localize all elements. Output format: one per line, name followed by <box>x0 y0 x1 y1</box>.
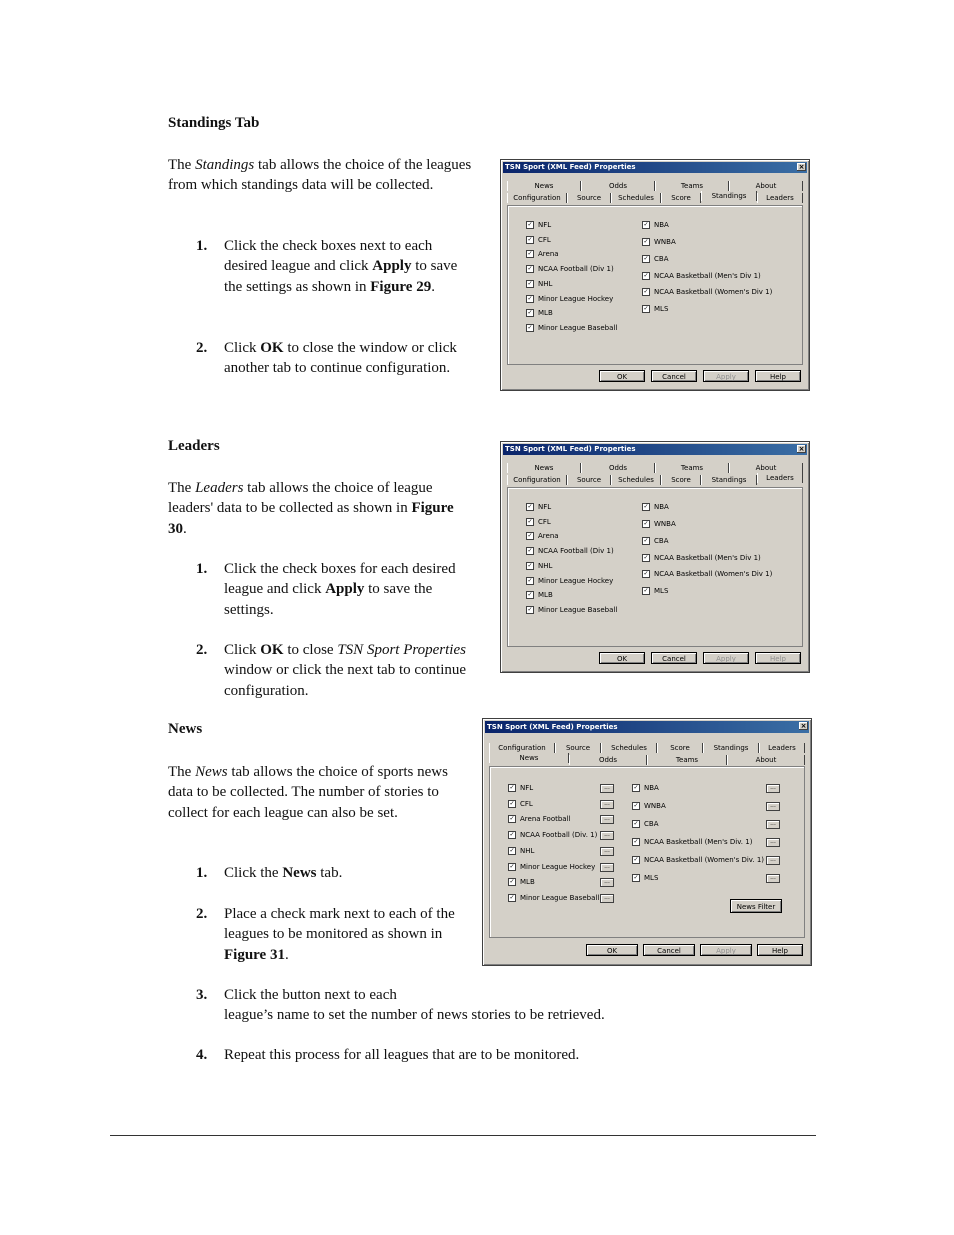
checkbox-arena[interactable]: ✓ Arena <box>527 532 559 540</box>
dialog-titlebar: TSN Sport (XML Feed) Properties × <box>485 721 809 733</box>
checkbox-minor-league-hockey[interactable]: ✓ Minor League Hockey <box>527 295 614 303</box>
standings-intro: The Standings tab allows the choice of the leagues from which standings data will be collected. <box>168 157 472 194</box>
checkbox-cfl[interactable]: ✓ CFL <box>509 800 533 808</box>
tab-configuration[interactable]: Configuration <box>489 743 555 753</box>
checkbox-minor-league-hockey[interactable]: ✓ Minor League Hockey <box>527 577 614 585</box>
tab-odds[interactable]: Odds <box>569 755 647 765</box>
cancel-button[interactable]: Cancel <box>651 370 697 382</box>
tab-leaders[interactable]: Leaders <box>759 743 805 753</box>
cancel-button[interactable]: Cancel <box>651 652 697 664</box>
checkbox-minor-league-hockey[interactable]: ✓ Minor League Hockey <box>509 863 596 871</box>
tab-teams[interactable]: Teams <box>655 463 729 473</box>
checkbox-minor-league-baseball[interactable]: ✓ Minor League Baseball <box>509 894 600 902</box>
checkbox-arena[interactable]: ✓ Arena <box>527 250 559 258</box>
tab-teams[interactable]: Teams <box>655 181 729 191</box>
tab-standings[interactable]: Standings <box>703 743 759 753</box>
ncaa-men-stories-button[interactable]: ... <box>766 838 780 847</box>
checkbox-minor-league-baseball[interactable]: ✓ Minor League Baseball <box>527 606 618 614</box>
apply-button[interactable]: Apply <box>703 652 749 664</box>
checkbox-ncaa-basketball-men[interactable]: ✓ NCAA Basketball (Men's Div 1) <box>643 554 761 562</box>
ok-button[interactable]: OK <box>599 652 645 664</box>
cba-stories-button[interactable]: ... <box>766 820 780 829</box>
footer-rule <box>110 1135 816 1136</box>
tab-odds[interactable]: Odds <box>581 181 655 191</box>
cancel-button[interactable]: Cancel <box>643 944 695 956</box>
checkbox-mlb[interactable]: ✓ MLB <box>509 878 535 886</box>
tab-about[interactable]: About <box>729 181 803 191</box>
tab-standings[interactable]: Standings <box>701 475 757 485</box>
tab-schedules[interactable]: Schedules <box>611 193 661 203</box>
tab-source[interactable]: Source <box>567 193 611 203</box>
checkbox-mls[interactable]: ✓ MLS <box>643 305 669 313</box>
checkbox-mls[interactable]: ✓ MLS <box>643 587 669 595</box>
standings-heading: Standings Tab <box>168 115 260 131</box>
tab-configuration[interactable]: Configuration <box>507 193 567 203</box>
tab-schedules[interactable]: Schedules <box>601 743 657 753</box>
nfl-stories-button[interactable]: ... <box>600 784 614 793</box>
checkbox-mlb[interactable]: ✓ MLB <box>527 309 553 317</box>
checkbox-wnba[interactable]: ✓ WNBA <box>643 238 676 246</box>
standings-panel <box>507 205 803 365</box>
checkbox-nba[interactable]: ✓ NBA <box>633 784 659 792</box>
checkbox-nhl[interactable]: ✓ NHL <box>527 562 553 570</box>
ok-button[interactable]: OK <box>586 944 638 956</box>
news-panel <box>489 766 805 938</box>
apply-button[interactable]: Apply <box>700 944 752 956</box>
nhl-stories-button[interactable]: ... <box>600 847 614 856</box>
checkbox-ncaa-football[interactable]: ✓ NCAA Football (Div 1) <box>527 547 614 555</box>
tab-score[interactable]: Score <box>657 743 703 753</box>
checkbox-ncaa-basketball-women[interactable]: ✓ NCAA Basketball (Women's Div 1) <box>643 570 773 578</box>
checkbox-wnba[interactable]: ✓ WNBA <box>633 802 666 810</box>
wnba-stories-button[interactable]: ... <box>766 802 780 811</box>
dialog-titlebar: TSN Sport (XML Feed) Properties × <box>503 162 807 173</box>
checkbox-ncaa-football[interactable]: ✓ NCAA Football (Div. 1) <box>509 831 598 839</box>
tab-news[interactable]: News <box>507 181 581 191</box>
checkbox-minor-league-baseball[interactable]: ✓ Minor League Baseball <box>527 324 618 332</box>
checkbox-ncaa-basketball-men[interactable]: ✓ NCAA Basketball (Men's Div. 1) <box>633 838 753 846</box>
checkbox-nfl[interactable]: ✓ NFL <box>509 784 534 792</box>
checkbox-nba[interactable]: ✓ NBA <box>643 221 669 229</box>
close-icon[interactable]: × <box>798 445 805 453</box>
checkbox-nfl[interactable]: ✓ NFL <box>527 221 552 229</box>
checkbox-cba[interactable]: ✓ CBA <box>633 820 659 828</box>
help-button[interactable]: Help <box>755 652 801 664</box>
news-intro: The News tab allows the choice of sports news data to be collected. The number of stories to collect for each league can also be set. <box>168 764 448 821</box>
arena-stories-button[interactable]: ... <box>600 815 614 824</box>
checkbox-cba[interactable]: ✓ CBA <box>643 255 669 263</box>
tab-about[interactable]: About <box>729 463 803 473</box>
tab-teams[interactable]: Teams <box>647 755 727 765</box>
tab-leaders[interactable]: Leaders <box>757 473 803 483</box>
tab-news[interactable]: News <box>489 753 569 763</box>
cfl-stories-button[interactable]: ... <box>600 800 614 809</box>
checkbox-nba[interactable]: ✓ NBA <box>643 503 669 511</box>
tab-news[interactable]: News <box>507 463 581 473</box>
checkbox-cba[interactable]: ✓ CBA <box>643 537 669 545</box>
mls-stories-button[interactable]: ... <box>766 874 780 883</box>
tab-source[interactable]: Source <box>555 743 601 753</box>
tab-score[interactable]: Score <box>661 475 701 485</box>
leaders-panel <box>507 487 803 647</box>
minor-baseball-stories-button[interactable]: ... <box>600 894 614 903</box>
tab-score[interactable]: Score <box>661 193 701 203</box>
ok-button[interactable]: OK <box>599 370 645 382</box>
tab-about[interactable]: About <box>727 755 805 765</box>
dialog-titlebar: TSN Sport (XML Feed) Properties × <box>503 444 807 455</box>
leaders-properties-dialog <box>500 441 810 673</box>
ncaa-football-stories-button[interactable]: ... <box>600 831 614 840</box>
apply-button[interactable]: Apply <box>703 370 749 382</box>
checkbox-nfl[interactable]: ✓ NFL <box>527 503 552 511</box>
tab-odds[interactable]: Odds <box>581 463 655 473</box>
checkbox-cfl[interactable]: ✓ CFL <box>527 236 551 244</box>
ncaa-women-stories-button[interactable]: ... <box>766 856 780 865</box>
checkbox-ncaa-football[interactable]: ✓ NCAA Football (Div 1) <box>527 265 614 273</box>
leaders-intro: The Leaders tab allows the choice of league leaders' data to be collected as shown in Figure 30. <box>168 480 454 537</box>
news-properties-dialog <box>482 718 812 966</box>
leaders-heading: Leaders <box>168 438 220 454</box>
checkbox-ncaa-basketball-women[interactable]: ✓ NCAA Basketball (Women's Div. 1) <box>633 856 765 864</box>
tab-schedules[interactable]: Schedules <box>611 475 661 485</box>
checkbox-nhl[interactable]: ✓ NHL <box>509 847 535 855</box>
news-heading: News <box>168 721 203 737</box>
help-button[interactable]: Help <box>757 944 803 956</box>
checkbox-ncaa-basketball-women[interactable]: ✓ NCAA Basketball (Women's Div 1) <box>643 288 773 296</box>
checkbox-arena-football[interactable]: ✓ Arena Football <box>509 815 571 823</box>
checkbox-wnba[interactable]: ✓ WNBA <box>643 520 676 528</box>
news-filter-button[interactable]: News Filter <box>730 899 782 913</box>
close-icon[interactable]: × <box>798 163 805 171</box>
checkbox-mlb[interactable]: ✓ MLB <box>527 591 553 599</box>
tab-source[interactable]: Source <box>567 475 611 485</box>
tab-leaders[interactable]: Leaders <box>757 193 803 203</box>
tab-standings[interactable]: Standings <box>701 191 757 201</box>
checkbox-nhl[interactable]: ✓ NHL <box>527 280 553 288</box>
checkbox-ncaa-basketball-men[interactable]: ✓ NCAA Basketball (Men's Div 1) <box>643 272 761 280</box>
help-button[interactable]: Help <box>755 370 801 382</box>
checkbox-cfl[interactable]: ✓ CFL <box>527 518 551 526</box>
close-icon[interactable]: × <box>800 722 807 730</box>
tab-configuration[interactable]: Configuration <box>507 475 567 485</box>
mlb-stories-button[interactable]: ... <box>600 878 614 887</box>
checkbox-mls[interactable]: ✓ MLS <box>633 874 659 882</box>
minor-hockey-stories-button[interactable]: ... <box>600 863 614 872</box>
standings-properties-dialog <box>500 159 810 391</box>
nba-stories-button[interactable]: ... <box>766 784 780 793</box>
